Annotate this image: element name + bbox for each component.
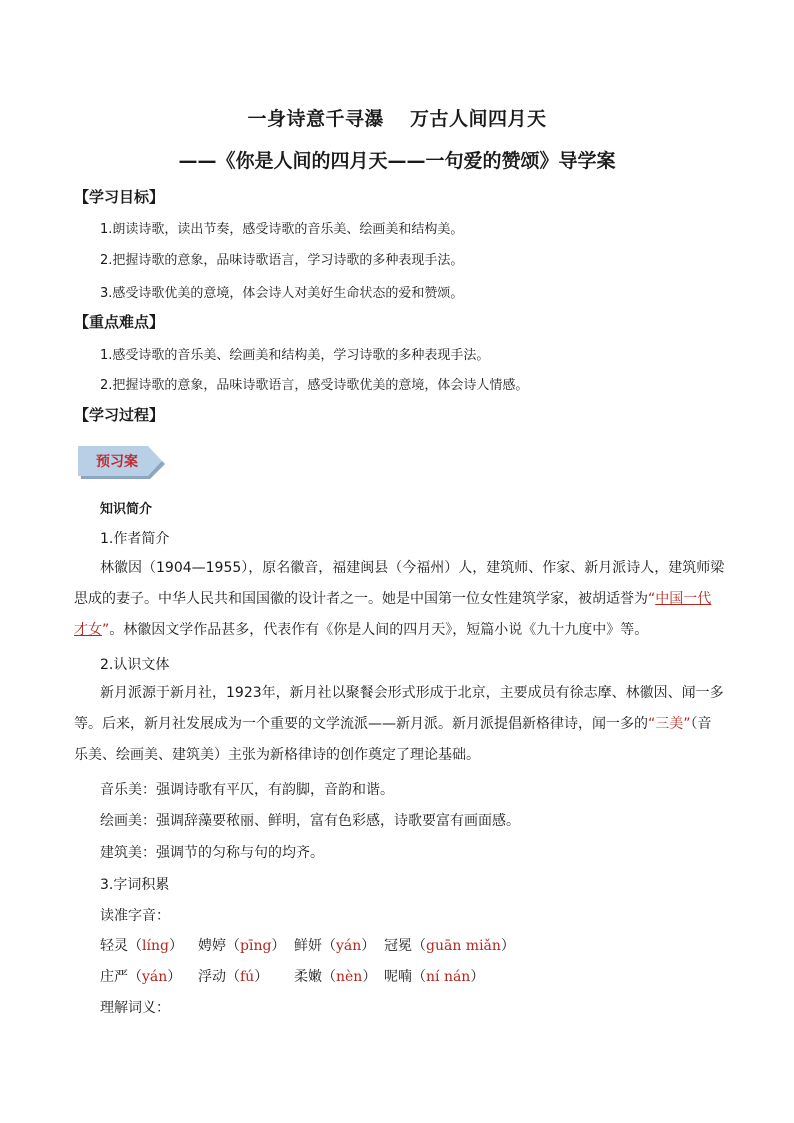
badge-label: 预习案 xyxy=(96,454,138,470)
pinyin-item: 鲜妍（yán） xyxy=(294,938,376,954)
pinyin-item: 庄严（yán） xyxy=(100,969,182,985)
goal-item: 3.感受诗歌优美的意境，体会诗人对美好生命状态的爱和赞颂。 xyxy=(100,286,464,301)
pinyin-item: 娉婷（pīng） xyxy=(198,938,286,954)
page-title xyxy=(0,104,794,131)
words-title: 3.字词积累 xyxy=(100,877,170,893)
music-beauty: 音乐美：强调诗歌有平仄，有韵脚，音韵和谐。 xyxy=(100,782,394,798)
section-heading-process: 【学习过程】 xyxy=(74,406,165,424)
pinyin-item: 冠冕（guān miǎn） xyxy=(384,938,515,954)
genre-title: 2.认识文体 xyxy=(100,657,170,673)
author-title: 1.作者简介 xyxy=(100,531,170,547)
section-heading-goals: 【学习目标】 xyxy=(74,188,165,206)
pinyin-item: 浮动（fú） xyxy=(198,969,269,985)
knowledge-title: 知识简介 xyxy=(100,502,153,517)
pinyin-item: 轻灵（líng） xyxy=(100,938,183,954)
title-right: 万古人间四月天 xyxy=(410,108,547,130)
pinyin-item: 柔嫩（nèn） xyxy=(294,969,377,985)
genre-paragraph xyxy=(74,678,724,771)
read-title: 读准字音： xyxy=(100,908,170,924)
author-line: 林徽因（1904—1955），原名徽音，福建闽县（今福州）人，建筑师、作家、新月派诗人，建筑师梁 xyxy=(100,560,725,576)
title-left: 一身诗意千寻瀑 xyxy=(247,108,384,130)
author-line: 思成的妻子。中华人民共和国国徽的设计者之一。她是中国第一位女性建筑学家，被胡适誉为“中国一代 xyxy=(74,591,712,607)
author-line: 才女”。林徽因文学作品甚多，代表作有《你是人间的四月天》，短篇小说《九十九度中》等。 xyxy=(74,622,649,638)
goal-item: 2.把握诗歌的意象，品味诗歌语言，学习诗歌的多种表现手法。 xyxy=(100,253,464,268)
preview-badge xyxy=(78,445,166,479)
link-talent-2[interactable]: 才女 xyxy=(74,622,102,638)
painting-beauty: 绘画美：强调辞藻要秾丽、鲜明，富有色彩感，诗歌要富有画面感。 xyxy=(100,813,520,829)
genre-line: 等。后来，新月社发展成为一个重要的文学流派——新月派。新月派提倡新格律诗，闻一多的“三美”（音 xyxy=(74,716,712,732)
genre-line: 乐美、绘画美、建筑美）主张为新格律诗的创作奠定了理论基础。 xyxy=(74,747,480,763)
understand-title: 理解词义： xyxy=(100,1000,170,1016)
key-point-item: 2.把握诗歌的意象，品味诗歌语言，感受诗歌优美的意境，体会诗人情感。 xyxy=(100,378,529,393)
goal-item: 1.朗读诗歌，读出节奏，感受诗歌的音乐美、绘画美和结构美。 xyxy=(100,222,464,237)
author-paragraph xyxy=(74,553,724,646)
page-subtitle: ——《你是人间的四月天——一句爱的赞颂》导学案 xyxy=(178,150,616,172)
key-point-item: 1.感受诗歌的音乐美、绘画美和结构美，学习诗歌的多种表现手法。 xyxy=(100,348,490,363)
genre-line: 新月派源于新月社，1923年，新月社以聚餐会形式形成于北京，主要成员有徐志摩、林徽因、闻一多 xyxy=(100,685,724,701)
architecture-beauty: 建筑美：强调节的匀称与句的均齐。 xyxy=(100,845,324,861)
link-talent[interactable]: 中国一代 xyxy=(655,591,712,607)
pinyin-item: 呢喃（ní nán） xyxy=(384,969,485,985)
section-heading-key-points: 【重点难点】 xyxy=(74,313,165,331)
